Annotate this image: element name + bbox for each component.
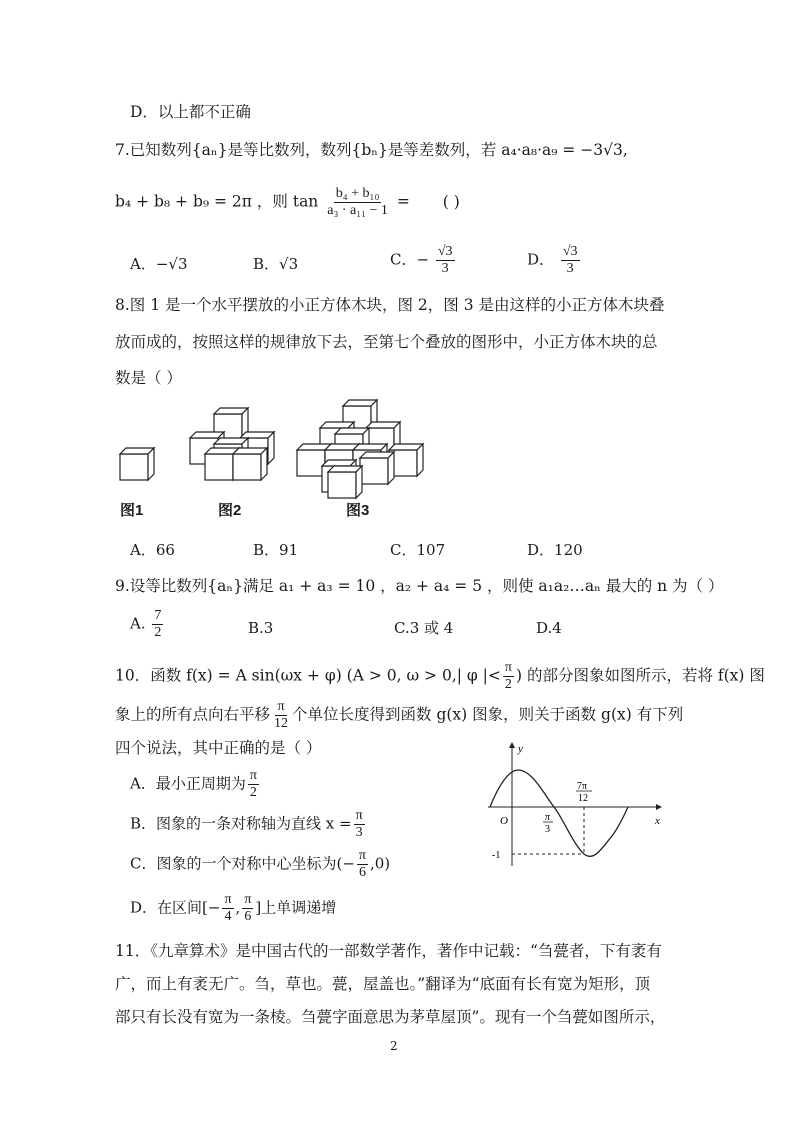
q7-answer-paren: ( ): [442, 192, 460, 211]
q10-line1-b: ) 的部分图象如图所示，若将 f(x) 图: [515, 666, 765, 685]
q7-fraction-numerator: b₄ + b₁₀: [335, 186, 380, 201]
q10-option-d-fraction-2: [242, 892, 253, 925]
q10-option-c-text: C．图象的一个对称中心坐标为: [130, 854, 337, 873]
q10-option-d-text: D．在区间: [130, 898, 203, 917]
q7-option-d-denominator: 3: [566, 261, 574, 276]
q10-tick-7pi12-den: 12: [578, 793, 588, 804]
q8-stem-line2: 放而成的，按照这样的规律放下去，至第七个叠放的图形中，小正方体木块的总: [115, 333, 658, 351]
q10-sine-graph: [478, 738, 668, 868]
q7-fraction-denominator: a₃ · a₁₁ − 1: [327, 203, 388, 218]
q10-option-b-den: 3: [355, 825, 363, 840]
q10-option-c-den: 6: [358, 865, 366, 880]
q10-option-b-num: π: [355, 808, 363, 823]
q10-line1-frac-num: π: [504, 660, 512, 675]
q8-option-a: A．66: [130, 541, 175, 559]
q10-option-c-num: π: [358, 848, 366, 863]
q10-line2-frac-num: π: [277, 699, 285, 714]
q8-cube-figures: [110, 392, 440, 522]
q8-stem-line1: 8.图 1 是一个水平摆放的小正方体木块，图 2，图 3 是由这样的小正方体木块叠: [115, 296, 665, 314]
q10-option-b-fraction: [354, 808, 365, 841]
q10-option-c-fraction: [357, 848, 368, 881]
q7-option-a: A．−√3: [130, 255, 188, 273]
q7-option-b: B．√3: [253, 255, 299, 273]
q10-option-d-bracket-close: ]: [255, 898, 262, 917]
q10-y-axis-arrow: [509, 742, 515, 748]
q8-figure-2-label: 图2: [218, 502, 242, 519]
q10-option-b-text: B．图象的一条对称轴为直线 x =: [130, 814, 352, 833]
q7-option-c: [390, 244, 457, 277]
q9-option-a-prefix: A.: [130, 614, 146, 633]
q7-option-d-fraction: [561, 244, 580, 277]
q10-option-a-fraction: [248, 768, 259, 801]
q10-option-d: [130, 892, 336, 925]
fig3-cubes: [297, 400, 423, 498]
q7-option-d-prefix: D．: [527, 250, 555, 269]
q10-option-a-num: π: [249, 768, 257, 783]
page-number: 2: [390, 1039, 398, 1053]
q10-min-label: -1: [492, 850, 501, 861]
q10-line2-b: 个单位长度得到函数 g(x) 图象，则关于函数 g(x) 有下列: [292, 705, 684, 724]
q7-option-c-prefix: C．−: [390, 250, 430, 269]
q7-stem-left: b₄ + b₈ + b₉ = 2π ，则 tan: [115, 192, 319, 211]
q10-option-d-comma: ,: [235, 898, 241, 917]
q9-option-b: B.3: [248, 619, 274, 637]
q9-stem: 9.设等比数列{aₙ}满足 a₁ + a₃ = 10 ，a₂ + a₄ = 5 ，则使 a₁a₂…aₙ 最大的 n 为（ ）: [115, 577, 724, 595]
q10-line1-fraction: [503, 660, 514, 693]
q10-tick-pi3-den: 3: [545, 824, 550, 835]
q7-option-d-numerator: √3: [562, 244, 578, 259]
q9-option-c: C.3 或 4: [394, 619, 454, 637]
q10-x-axis-arrow: [656, 804, 662, 810]
q10-line2-fraction: [272, 699, 290, 732]
q10-option-a-text: A．最小正周期为: [130, 774, 246, 793]
q7-stem-line1: 7.已知数列{aₙ}是等比数列，数列{bₙ}是等差数列，若 a₄·a₈·a₉ = −3√3,: [115, 141, 628, 159]
q10-origin-label: O: [500, 815, 508, 827]
q10-option-d-den2: 6: [244, 909, 252, 924]
q10-option-c-paren-open: (−: [336, 854, 355, 873]
q7-stem-right: =: [396, 192, 410, 211]
q6-option-d: D．以上都不正确: [130, 103, 251, 121]
q10-option-c-paren-close: ,0): [369, 854, 391, 873]
q10-option-d-fraction-1: [222, 892, 233, 925]
q7-stem-line2: [115, 186, 460, 219]
q10-line1-a: 10．函数 f(x) = A sin(ωx + φ) (A > 0, ω > 0,| φ |<: [115, 666, 501, 685]
q10-x-axis-label: x: [655, 815, 660, 827]
q10-stem-line2: [115, 699, 683, 732]
q7-fraction: [325, 186, 390, 219]
q8-option-b: B．91: [253, 541, 299, 559]
q7-option-c-fraction: [436, 244, 455, 277]
q10-y-axis-label: y: [518, 743, 523, 755]
fig1-cube: [120, 448, 154, 480]
q9-option-a-numerator: 7: [154, 608, 162, 623]
q7-option-c-numerator: √3: [437, 244, 453, 259]
q8-stem-line3: 数是（ ）: [115, 369, 182, 387]
q7-option-d: [527, 244, 582, 277]
q10-tick-7pi12-num: 7π: [577, 781, 588, 792]
q8-figure-3-label: 图3: [346, 502, 370, 519]
q10-option-a: [130, 768, 261, 801]
fig2-cubes: [190, 408, 274, 480]
q7-option-c-denominator: 3: [441, 261, 449, 276]
q9-option-a: [130, 608, 165, 641]
q10-line1-frac-den: 2: [504, 677, 512, 692]
q9-option-d: D.4: [536, 619, 562, 637]
q10-line2-frac-den: 12: [274, 716, 289, 731]
q10-option-d-bracket-open: [−: [202, 898, 221, 917]
q10-tick-pi3-num: π: [545, 812, 551, 823]
q8-option-d: D．120: [527, 541, 583, 559]
q10-option-b: [130, 808, 367, 841]
q8-option-c: C．107: [390, 541, 446, 559]
q11-stem-line3: 部只有长没有宽为一条棱。刍甍字面意思为茅草屋顶”。现有一个刍甍如图所示，: [115, 1008, 666, 1026]
q9-option-a-denominator: 2: [154, 625, 162, 640]
q11-stem-line1: 11．《九章算术》是中国古代的一部数学著作，著作中记载：“刍甍者，下有袤有: [115, 942, 662, 960]
q10-stem-line1: [115, 660, 765, 693]
q10-option-d-tail: 上单调递增: [261, 898, 337, 917]
q10-stem-line3: 四个说法，其中正确的是（ ）: [115, 739, 322, 757]
q10-option-d-num1: π: [224, 892, 232, 907]
q10-option-d-num2: π: [244, 892, 252, 907]
q9-option-a-fraction: [152, 608, 163, 641]
q10-option-d-den1: 4: [224, 909, 232, 924]
q10-option-c: [130, 848, 390, 881]
q10-option-a-den: 2: [249, 785, 257, 800]
q8-figure-1-label: 图1: [120, 502, 144, 519]
q11-stem-line2: 广，而上有袤无广。刍，草也。甍，屋盖也。”翻译为“底面有长有宽为矩形，顶: [115, 975, 651, 993]
q10-sine-curve: [490, 770, 628, 856]
q10-line2-a: 象上的所有点向右平移: [115, 705, 271, 724]
